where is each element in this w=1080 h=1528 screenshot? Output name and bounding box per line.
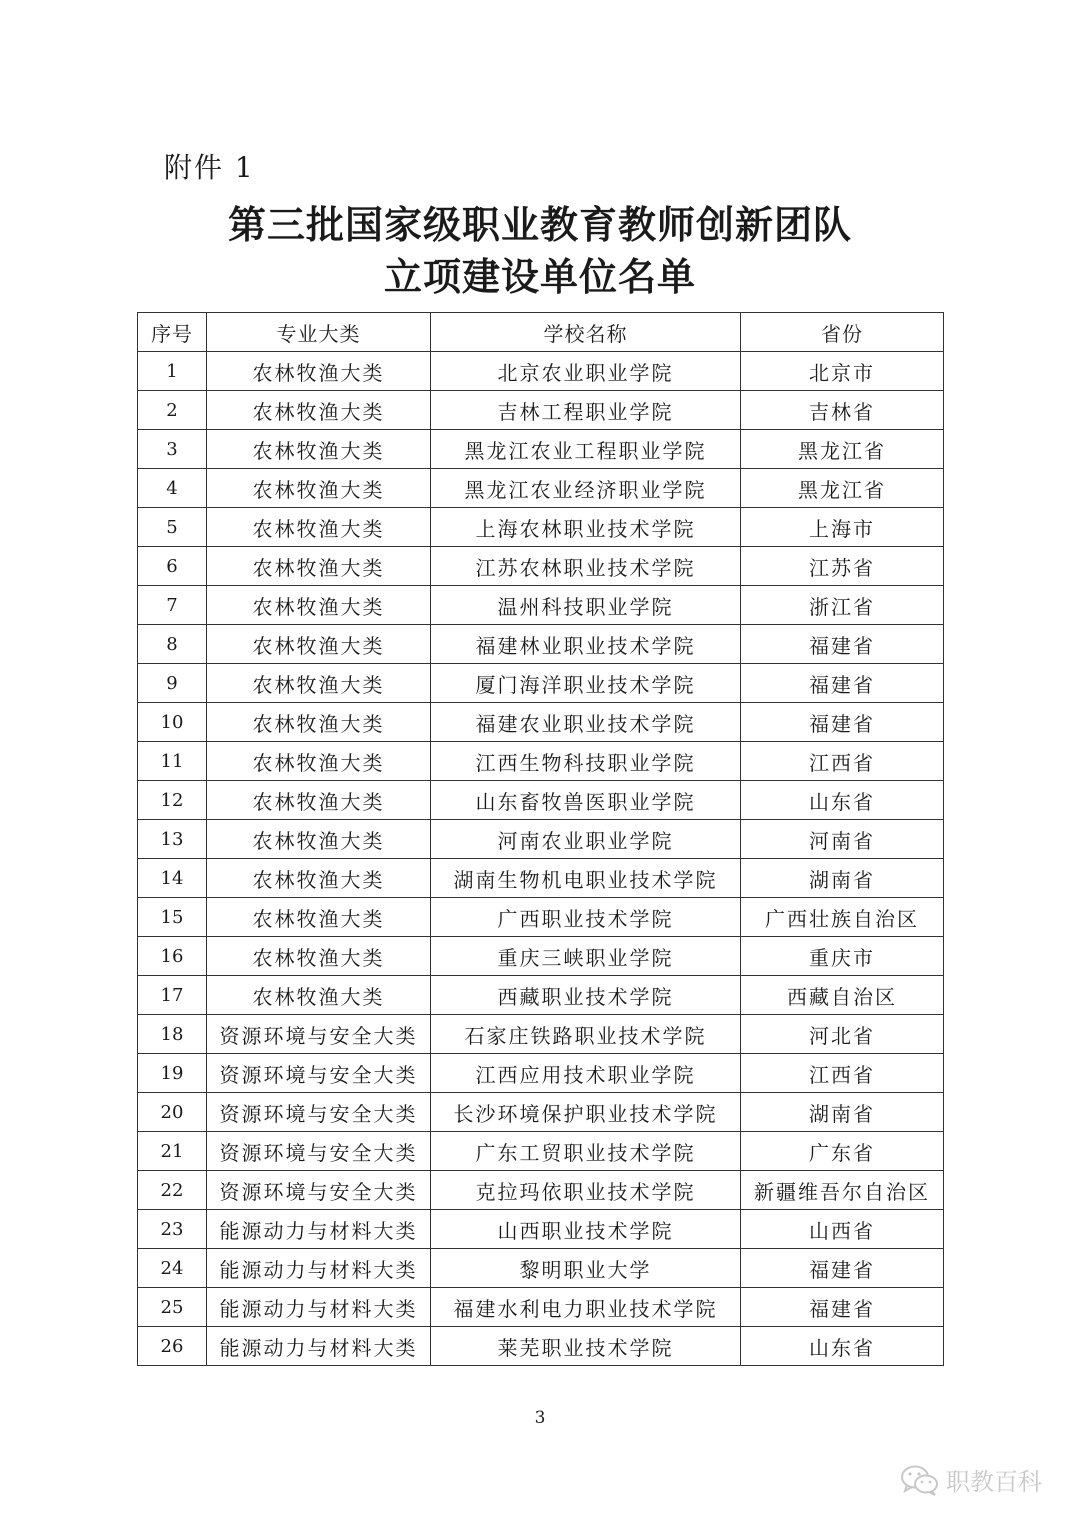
cell-school: 西藏职业技术学院 [431,976,741,1015]
document-title-line2: 立项建设单位名单 [383,254,696,299]
cell-school: 湖南生物机电职业技术学院 [431,859,741,898]
wechat-icon [900,1464,940,1496]
cell-province: 上海市 [741,508,944,547]
cell-school: 山东畜牧兽医职业学院 [431,781,741,820]
cell-province: 山西省 [741,1210,944,1249]
cell-province: 江西省 [741,1054,944,1093]
table-row [138,820,944,859]
cell-index: 21 [138,1132,207,1171]
cell-index: 15 [138,898,207,937]
cell-category: 资源环境与安全大类 [207,1054,431,1093]
cell-province: 黑龙江省 [741,430,944,469]
cell-province: 福建省 [741,1249,944,1288]
table-row [138,391,944,430]
cell-school: 重庆三峡职业学院 [431,937,741,976]
cell-province: 福建省 [741,625,944,664]
cell-school: 福建水利电力职业技术学院 [431,1288,741,1327]
table-row [138,508,944,547]
cell-category: 农林牧渔大类 [207,859,431,898]
cell-category: 农林牧渔大类 [207,586,431,625]
cell-province: 福建省 [741,703,944,742]
cell-school: 莱芜职业技术学院 [431,1327,741,1366]
table-row [138,1249,944,1288]
cell-school: 上海农林职业技术学院 [431,508,741,547]
cell-index: 2 [138,391,207,430]
table-row [138,1210,944,1249]
cell-category: 能源动力与材料大类 [207,1249,431,1288]
cell-index: 18 [138,1015,207,1054]
table-row [138,781,944,820]
table-row [138,859,944,898]
cell-category: 能源动力与材料大类 [207,1210,431,1249]
cell-category: 农林牧渔大类 [207,898,431,937]
cell-province: 山东省 [741,1327,944,1366]
cell-province: 西藏自治区 [741,976,944,1015]
cell-school: 长沙环境保护职业技术学院 [431,1093,741,1132]
table-row [138,898,944,937]
cell-category: 农林牧渔大类 [207,742,431,781]
cell-index: 12 [138,781,207,820]
cell-index: 9 [138,664,207,703]
cell-province: 江西省 [741,742,944,781]
cell-index: 10 [138,703,207,742]
table-row [138,430,944,469]
cell-category: 农林牧渔大类 [207,937,431,976]
table-header-row [138,313,944,352]
team-list-table [137,312,944,1366]
cell-category: 资源环境与安全大类 [207,1015,431,1054]
table-row [138,1054,944,1093]
cell-school: 吉林工程职业学院 [431,391,741,430]
cell-school: 福建林业职业技术学院 [431,625,741,664]
cell-index: 5 [138,508,207,547]
cell-school: 江苏农林职业技术学院 [431,547,741,586]
cell-category: 农林牧渔大类 [207,469,431,508]
column-header-category: 专业大类 [207,313,431,352]
document-title-line1: 第三批国家级职业教育教师创新团队 [227,202,852,247]
table-body [138,352,944,1366]
cell-index: 6 [138,547,207,586]
column-header-school: 学校名称 [431,313,741,352]
cell-school: 厦门海洋职业技术学院 [431,664,741,703]
table-row [138,1132,944,1171]
cell-index: 3 [138,430,207,469]
cell-province: 黑龙江省 [741,469,944,508]
cell-province: 河南省 [741,820,944,859]
cell-category: 农林牧渔大类 [207,664,431,703]
cell-school: 广东工贸职业技术学院 [431,1132,741,1171]
cell-province: 浙江省 [741,586,944,625]
column-header-index: 序号 [138,313,207,352]
cell-province: 山东省 [741,781,944,820]
cell-province: 新疆维吾尔自治区 [741,1171,944,1210]
cell-index: 25 [138,1288,207,1327]
cell-category: 农林牧渔大类 [207,703,431,742]
cell-province: 重庆市 [741,937,944,976]
cell-category: 农林牧渔大类 [207,508,431,547]
cell-index: 19 [138,1054,207,1093]
table-row [138,1288,944,1327]
cell-index: 26 [138,1327,207,1366]
table-row [138,625,944,664]
table-row [138,1171,944,1210]
table-row [138,352,944,391]
cell-province: 湖南省 [741,859,944,898]
cell-category: 能源动力与材料大类 [207,1288,431,1327]
cell-school: 黑龙江农业经济职业学院 [431,469,741,508]
cell-index: 23 [138,1210,207,1249]
cell-school: 江西生物科技职业学院 [431,742,741,781]
cell-province: 湖南省 [741,1093,944,1132]
cell-category: 农林牧渔大类 [207,430,431,469]
cell-category: 农林牧渔大类 [207,820,431,859]
cell-province: 广西壮族自治区 [741,898,944,937]
table-row [138,976,944,1015]
cell-province: 河北省 [741,1015,944,1054]
cell-index: 17 [138,976,207,1015]
cell-index: 20 [138,1093,207,1132]
table-row [138,664,944,703]
cell-category: 资源环境与安全大类 [207,1093,431,1132]
cell-category: 农林牧渔大类 [207,976,431,1015]
attachment-label: 附件 1 [164,151,255,184]
cell-school: 黑龙江农业工程职业学院 [431,430,741,469]
cell-category: 能源动力与材料大类 [207,1327,431,1366]
cell-school: 北京农业职业学院 [431,352,741,391]
table-row [138,547,944,586]
table-row [138,1015,944,1054]
cell-index: 1 [138,352,207,391]
cell-index: 13 [138,820,207,859]
cell-index: 8 [138,625,207,664]
cell-category: 农林牧渔大类 [207,781,431,820]
cell-category: 资源环境与安全大类 [207,1171,431,1210]
cell-province: 福建省 [741,1288,944,1327]
cell-province: 北京市 [741,352,944,391]
cell-school: 江西应用技术职业学院 [431,1054,741,1093]
cell-province: 广东省 [741,1132,944,1171]
cell-school: 温州科技职业学院 [431,586,741,625]
watermark-text: 职教百科 [946,1468,1042,1496]
cell-index: 7 [138,586,207,625]
cell-school: 广西职业技术学院 [431,898,741,937]
cell-province: 福建省 [741,664,944,703]
table-row [138,1093,944,1132]
cell-province: 江苏省 [741,547,944,586]
cell-index: 22 [138,1171,207,1210]
cell-index: 4 [138,469,207,508]
watermark [900,1462,1042,1497]
cell-category: 农林牧渔大类 [207,625,431,664]
table-row [138,1327,944,1366]
cell-school: 山西职业技术学院 [431,1210,741,1249]
cell-school: 克拉玛依职业技术学院 [431,1171,741,1210]
cell-school: 石家庄铁路职业技术学院 [431,1015,741,1054]
cell-province: 吉林省 [741,391,944,430]
table-row [138,469,944,508]
table-row [138,742,944,781]
cell-school: 黎明职业大学 [431,1249,741,1288]
cell-school: 福建农业职业技术学院 [431,703,741,742]
cell-category: 农林牧渔大类 [207,391,431,430]
cell-index: 24 [138,1249,207,1288]
cell-school: 河南农业职业学院 [431,820,741,859]
cell-category: 农林牧渔大类 [207,547,431,586]
cell-index: 11 [138,742,207,781]
page-number: 3 [534,1408,546,1428]
cell-category: 农林牧渔大类 [207,352,431,391]
cell-index: 16 [138,937,207,976]
cell-category: 资源环境与安全大类 [207,1132,431,1171]
table-row [138,703,944,742]
cell-index: 14 [138,859,207,898]
table-row [138,937,944,976]
table-row [138,586,944,625]
column-header-province: 省份 [741,313,944,352]
